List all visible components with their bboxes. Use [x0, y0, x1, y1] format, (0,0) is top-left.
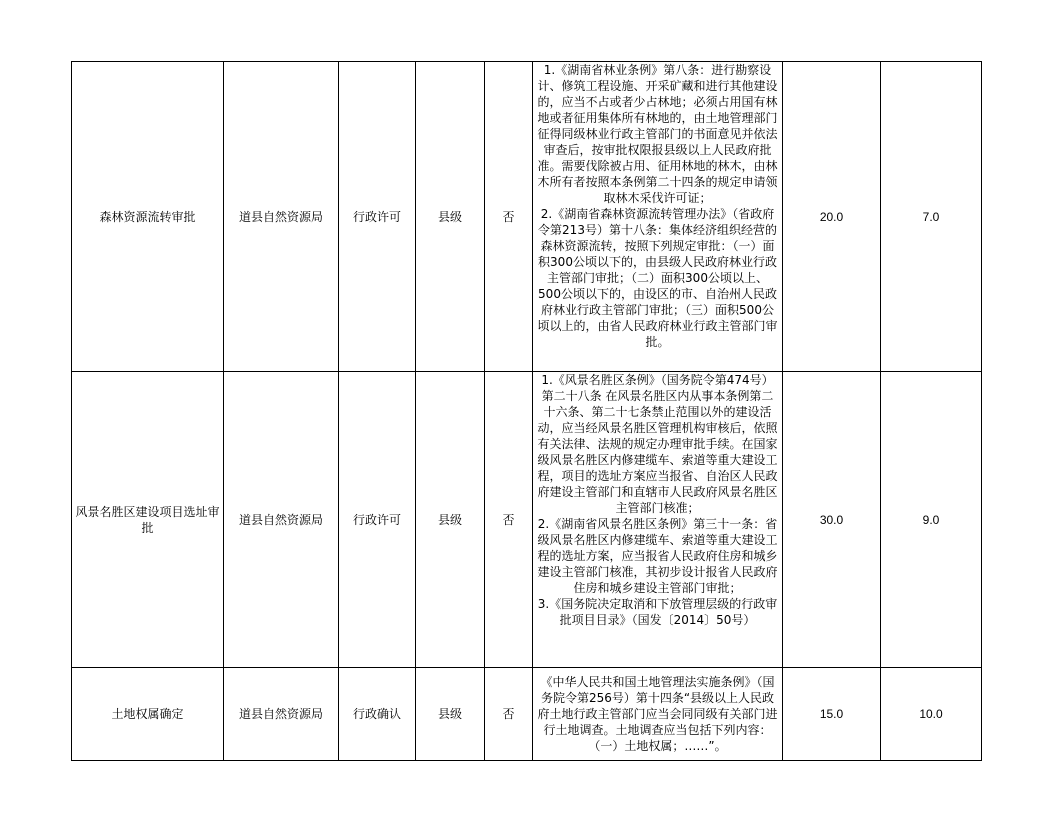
item-name-cell: 风景名胜区建设项目选址审批	[72, 372, 224, 668]
department-cell: 道县自然资源局	[224, 372, 339, 668]
value2-cell: 10.0	[881, 668, 982, 761]
level-cell: 县级	[416, 62, 485, 372]
value2-cell: 9.0	[881, 372, 982, 668]
table-row	[72, 372, 982, 668]
legal-basis-cell	[533, 62, 783, 372]
type-cell: 行政确认	[339, 668, 416, 761]
level-cell: 县级	[416, 668, 485, 761]
basis-paragraph: 《中华人民共和国土地管理法实施条例》（国务院令第256号）第十四条“县级以上人民政府土地行政主管部门应当会同同级有关部门进行土地调查。土地调查应当包括下列内容：（一）土地权属；……”。	[537, 675, 778, 753]
basis-paragraph: 1.《风景名胜区条例》（国务院令第474号）第二十八条 在风景名胜区内从事本条例第二十六条、第二十七条禁止范围以外的建设活动，应当经风景名胜区管理机构审核后，依照有关法律、法规的规定办理审批手续。在国家级风景名胜区内修建缆车、索道等重大建设工程，项目的选址方案应当报省、自治区人民政府建设主管部门和直辖市人民政府风景名胜区主管部门核准；	[537, 373, 778, 515]
legal-basis-cell	[533, 372, 783, 668]
item-name-cell: 土地权属确定	[72, 668, 224, 761]
value1-cell: 30.0	[783, 372, 881, 668]
level-cell: 县级	[416, 372, 485, 668]
type-cell: 行政许可	[339, 372, 416, 668]
table-row	[72, 668, 982, 761]
item-name-cell: 森林资源流转审批	[72, 62, 224, 372]
data-table	[71, 61, 982, 761]
table-row	[72, 62, 982, 372]
value2-cell: 7.0	[881, 62, 982, 372]
type-cell: 行政许可	[339, 62, 416, 372]
value1-cell: 15.0	[783, 668, 881, 761]
flag-cell: 否	[485, 668, 533, 761]
department-cell: 道县自然资源局	[224, 668, 339, 761]
department-cell: 道县自然资源局	[224, 62, 339, 372]
value1-cell: 20.0	[783, 62, 881, 372]
flag-cell: 否	[485, 62, 533, 372]
basis-paragraph: 2.《湖南省风景名胜区条例》第三十一条：省级风景名胜区内修建缆车、索道等重大建设工程的选址方案，应当报省人民政府住房和城乡建设主管部门核准，其初步设计报省人民政府住房和城乡建设主管部门审批；	[537, 517, 778, 595]
legal-basis-cell	[533, 668, 783, 761]
flag-cell: 否	[485, 372, 533, 668]
basis-paragraph: 1.《湖南省林业条例》第八条：进行勘察设计、修筑工程设施、开采矿藏和进行其他建设的，应当不占或者少占林地；必须占用国有林地或者征用集体所有林地的，由土地管理部门征得同级林业行政主管部门的书面意见并依法审查后，按审批权限报县级以上人民政府批准。需要伐除被占用、征用林地的林木，由林木所有者按照本条例第二十四条的规定申请领取林木采伐许可证；	[537, 63, 778, 205]
basis-paragraph: 3.《国务院决定取消和下放管理层级的行政审批项目目录》（国发〔2014〕50号）	[537, 597, 778, 627]
basis-paragraph: 2.《湖南省森林资源流转管理办法》（省政府令第213号）第十八条：集体经济组织经营的森林资源流转，按照下列规定审批：（一）面积300公顷以下的，由县级人民政府林业行政主管部门审批；（二）面积300公顷以上、500公顷以下的，由设区的市、自治州人民政府林业行政主管部门审批；（三）面积500公顷以上的，由省人民政府林业行政主管部门审批。	[537, 207, 778, 349]
